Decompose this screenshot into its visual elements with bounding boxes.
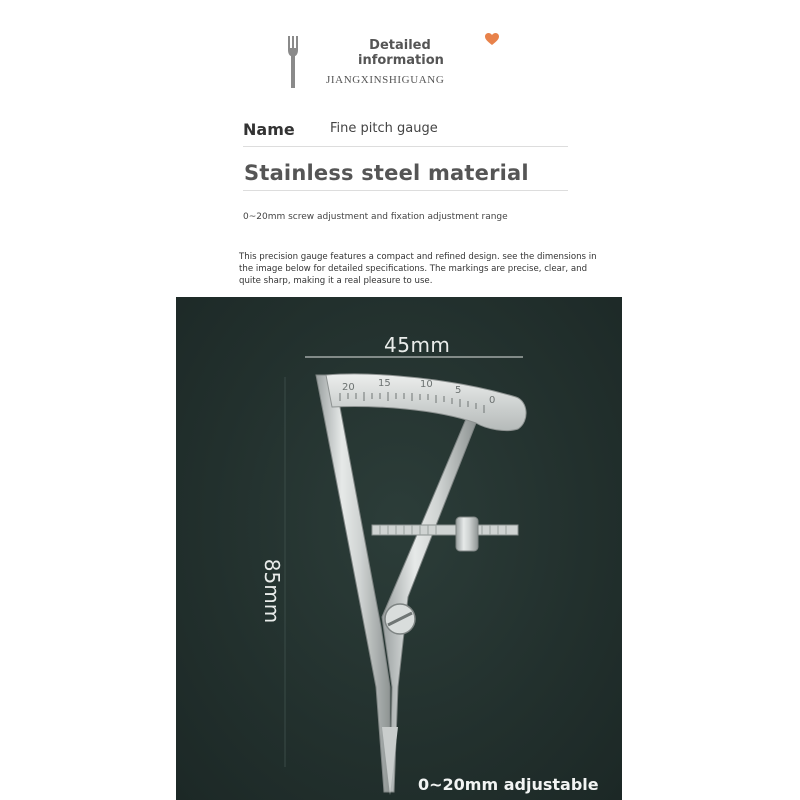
description-text: This precision gauge features a compact and refined design. see the dimensions in the image below for detailed specifications. The markings are precise, clear, and quite sharp, making it a real pleasure to use. (239, 252, 597, 286)
product-photo (176, 297, 622, 800)
range-note: 0~20mm screw adjustment and fixation adjustment range (243, 212, 508, 222)
scale-tick-20: 20 (342, 382, 355, 393)
header-title: Detailed information (358, 38, 444, 68)
fork-logo-icon (282, 32, 306, 92)
width-label: 45mm (384, 333, 451, 357)
adjust-label: 0~20mm adjustable (418, 775, 599, 794)
heart-icon (484, 32, 500, 46)
material-row (243, 160, 568, 191)
page-header (282, 32, 502, 92)
left-arm (316, 375, 390, 792)
scale-tick-15: 15 (378, 378, 391, 389)
name-label: Name (243, 120, 295, 139)
name-row (243, 116, 568, 147)
height-label-box (257, 551, 287, 631)
name-value: Fine pitch gauge (330, 121, 438, 136)
material-heading: Stainless steel material (244, 161, 529, 185)
adjust-screw (372, 525, 518, 535)
height-label: 85mm (260, 558, 284, 624)
knurled-nut (456, 517, 478, 551)
scale-tick-5: 5 (455, 385, 462, 396)
scale-tick-10: 10 (420, 379, 433, 390)
gauge-illustration (176, 297, 622, 800)
scale-tick-0: 0 (489, 395, 496, 406)
header-subtitle: JIANGXINSHIGUANG (326, 74, 445, 86)
